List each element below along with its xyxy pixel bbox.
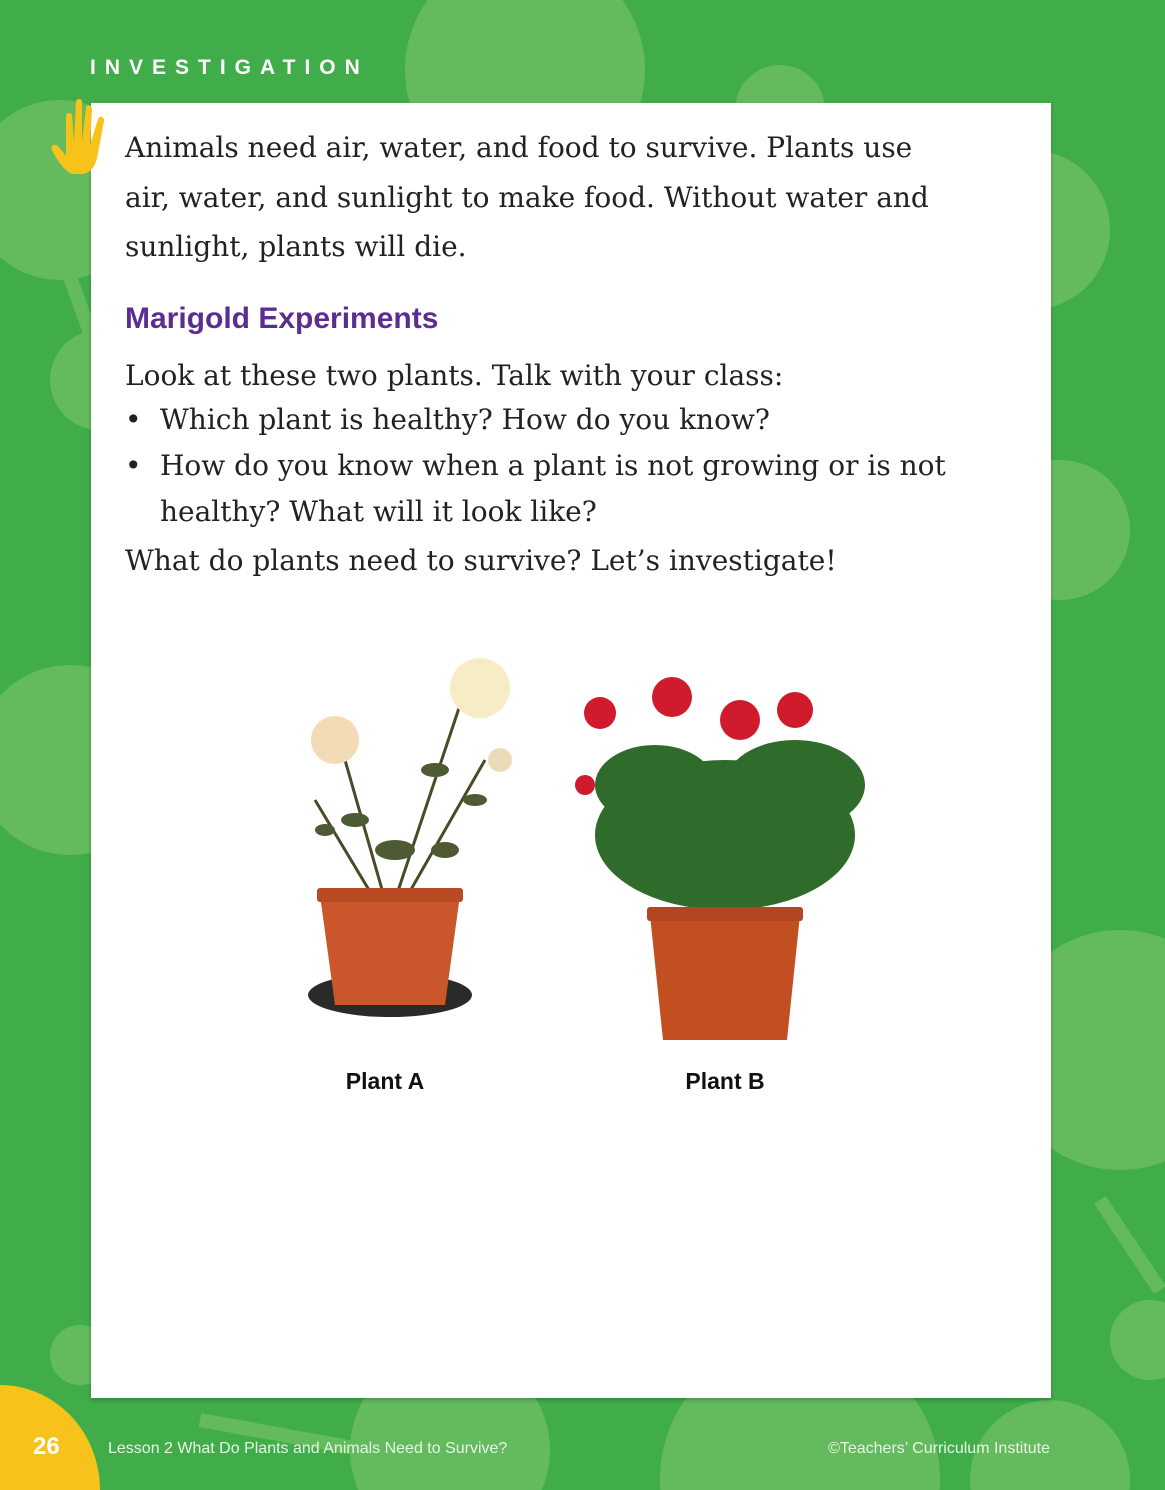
bullet-text: healthy? What will it look like? xyxy=(160,495,597,528)
intro-line: air, water, and sunlight to make food. Without water and xyxy=(125,181,929,214)
lesson-title: Lesson 2 What Do Plants and Animals Need to Survive? xyxy=(108,1440,508,1457)
bullet-text: Which plant is healthy? How do you know? xyxy=(160,403,770,436)
bullet-dot: • xyxy=(125,403,142,436)
plant-b-healthy-image xyxy=(565,675,885,1065)
section-heading: Marigold Experiments xyxy=(125,302,439,335)
intro-line: sunlight, plants will die. xyxy=(125,230,467,263)
raised-hand-icon xyxy=(50,98,122,176)
copyright: ©Teachers’ Curriculum Institute xyxy=(828,1440,1050,1457)
plant-a-wilted-image xyxy=(285,650,545,1050)
bullet-dot: • xyxy=(125,449,142,482)
plant-b-label: Plant B xyxy=(685,1068,765,1094)
closing-text: What do plants need to survive? Let’s investigate! xyxy=(125,544,837,577)
section-label: INVESTIGATION xyxy=(90,56,369,79)
intro-line: Animals need air, water, and food to survive. Plants use xyxy=(125,131,913,164)
plant-a-label: Plant A xyxy=(345,1068,425,1094)
page-number: 26 xyxy=(33,1433,60,1460)
bullet-text: How do you know when a plant is not growing or is not xyxy=(160,449,946,482)
prompt-text: Look at these two plants. Talk with your class: xyxy=(125,359,784,392)
